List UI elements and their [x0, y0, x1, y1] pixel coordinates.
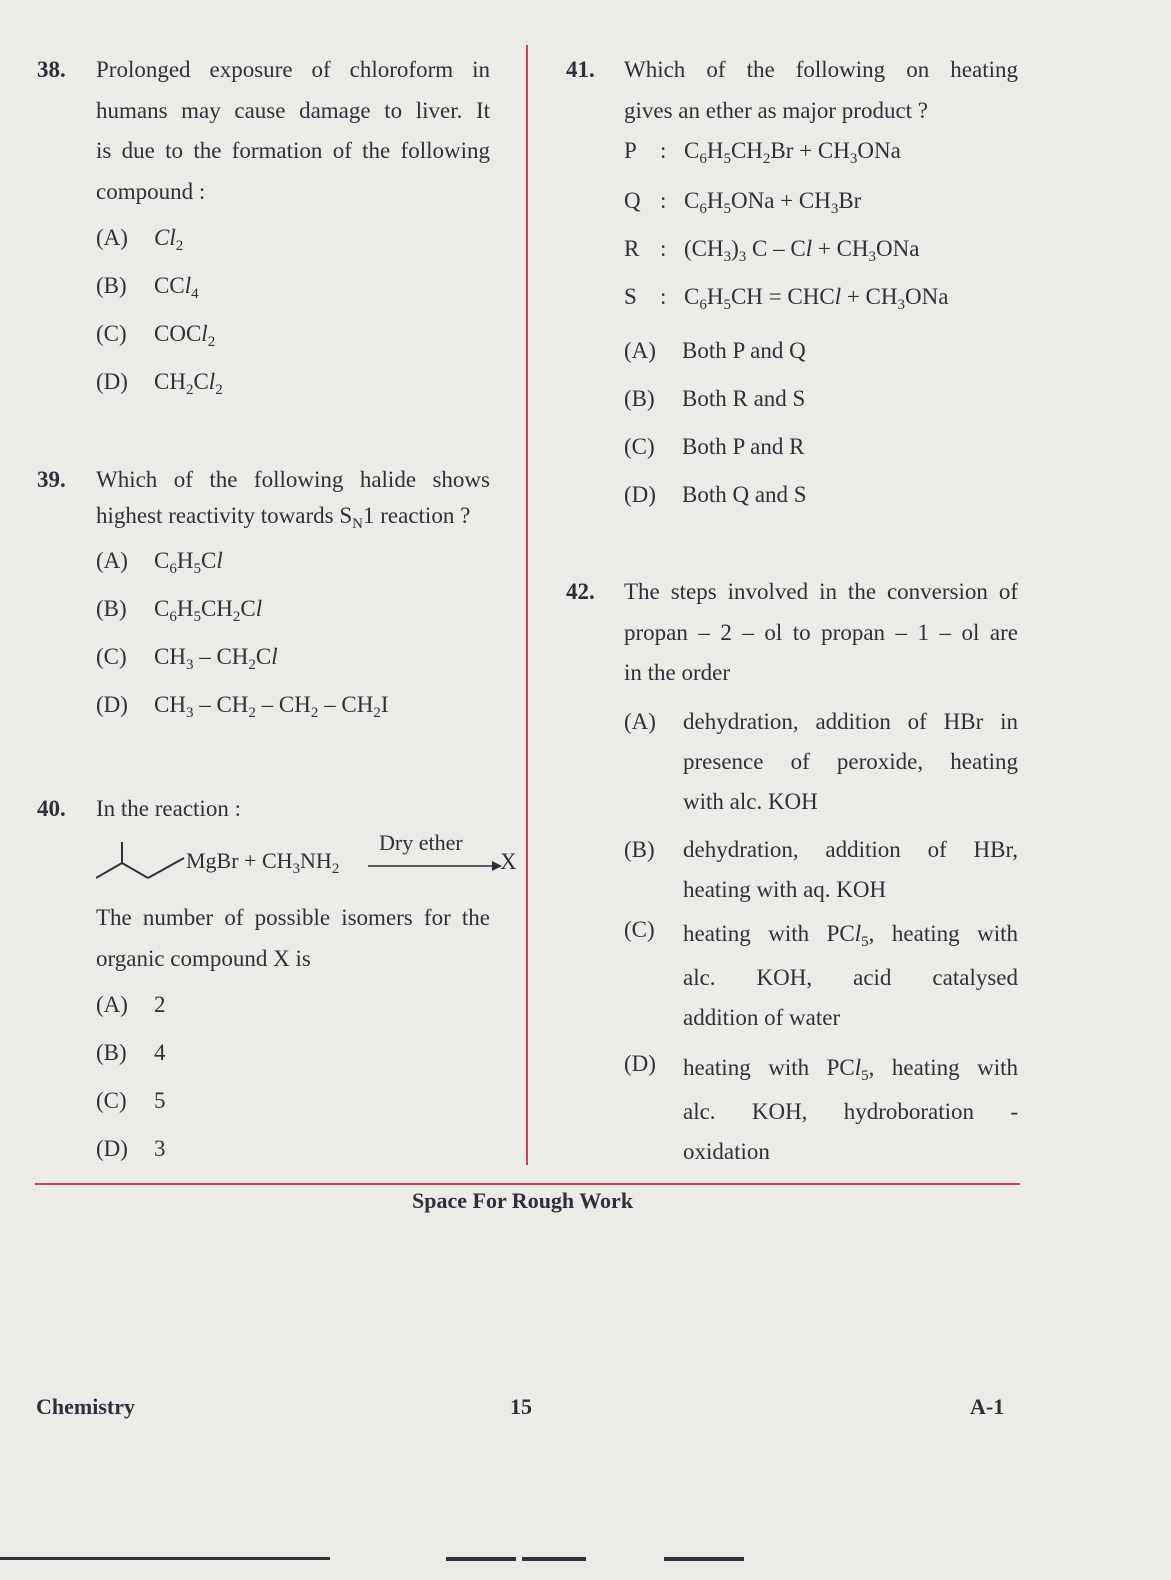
option-text: COCl$_2$ [154, 321, 216, 350]
option-d[interactable] [624, 1044, 1018, 1172]
option-label: (A) [624, 338, 656, 363]
option-text-line: dehydration, addition of HBr in [683, 708, 1018, 734]
option-label: (C) [96, 321, 127, 346]
statement-label: P [624, 138, 637, 163]
reaction-equation [96, 830, 526, 890]
option-text: Both P and Q [682, 338, 806, 363]
option-a[interactable] [96, 214, 490, 262]
option-text: 4 [154, 1040, 166, 1065]
option-a[interactable] [624, 702, 1018, 822]
option-text: Both Q and S [682, 482, 807, 507]
statement-label: Q [624, 188, 641, 213]
option-label: (D) [96, 1136, 128, 1161]
option-text: CCl$_4$ [154, 273, 199, 302]
option-c[interactable] [624, 910, 1018, 1038]
statement-text: $C_6H_5ONa + CH_3Br$ [684, 188, 862, 217]
rough-work-label: Space For Rough Work [412, 1188, 634, 1213]
reaction-condition: Dry ether [379, 830, 463, 855]
question-text-line: propan – 2 – ol to propan – 1 – ol are [624, 619, 1018, 645]
question-number: 41. [566, 57, 595, 82]
question-text-line: Which of the following on heating [624, 57, 1018, 82]
option-b[interactable] [624, 375, 1018, 423]
question-text-line: Prolonged exposure of chloroform in [96, 57, 490, 82]
option-label: (A) [96, 992, 128, 1017]
option-text: $Cl_2$ [154, 225, 184, 254]
option-text: $C_6H_5Cl$ [154, 547, 223, 577]
question-number: 39. [37, 467, 66, 492]
option-c[interactable] [96, 1077, 490, 1125]
option-text-line: presence of peroxide, heating [683, 748, 1018, 774]
statement-s: S : $C_6H_5CH$ = CHCl + $CH_3ONa$ [624, 273, 1018, 323]
question-text-line: The steps involved in the conversion of [624, 579, 1018, 604]
option-d[interactable] [96, 1125, 490, 1173]
option-label: (B) [96, 1040, 127, 1065]
statement-text: $(CH_3)_3$ $C - Cl + CH_3ONa$ [684, 236, 920, 265]
statement-p: P : $C_6H_5CH_2Br + CH_3ONa$ [624, 131, 1018, 177]
option-label: (C) [96, 1088, 127, 1113]
option-text: $C_6H_5CH_2Cl$ [154, 595, 263, 625]
statement-label: S [624, 284, 637, 309]
option-text-line: dehydration, addition of HBr, [683, 836, 1018, 862]
option-label: (D) [624, 482, 656, 507]
option-a[interactable] [96, 981, 490, 1029]
question-text-line: gives an ether as major product ? [624, 97, 928, 123]
option-text: Both R and S [682, 386, 806, 411]
option-b[interactable] [624, 830, 1018, 910]
option-label: (A) [96, 225, 128, 250]
option-label: (C) [624, 434, 655, 459]
question-number: 42. [566, 579, 595, 604]
question-text-line: in the order [624, 660, 731, 685]
option-label: (B) [96, 273, 127, 298]
statement-text: $C_6H_5CH$ = CHCl + $CH_3ONa$ [684, 284, 949, 313]
column-divider [526, 45, 528, 1165]
option-text-line: heating with PCl$_5$, heating with [683, 1054, 1018, 1084]
question-40-body [96, 898, 490, 1173]
option-c[interactable] [624, 423, 1018, 471]
option-c[interactable] [96, 310, 490, 358]
question-text-line: organic compound X is [96, 945, 311, 971]
option-text: 5 [154, 1088, 166, 1113]
question-text-line: Which of the following halide shows [96, 467, 490, 492]
question-text-line: The number of possible isomers for the [96, 905, 490, 930]
reaction-reagent: MgBr + $CH_3NH_2$ [186, 848, 340, 877]
question-text-line: highest reactivity towards $S_N1$ reaction ? [96, 502, 471, 532]
option-text: $CH_2Cl_2$ [154, 369, 223, 398]
option-label: (A) [624, 708, 656, 734]
option-text: $CH_3 - CH_2 - CH_2 - CH_2I$ [154, 691, 389, 721]
question-number: 40. [37, 796, 66, 821]
option-label: (C) [96, 643, 127, 669]
statement-text: $C_6H_5CH_2Br + CH_3ONa$ [684, 138, 901, 167]
option-a[interactable] [624, 327, 1018, 375]
option-b[interactable] [96, 1029, 490, 1077]
statement-q: Q : $C_6H_5ONa + CH_3Br$ [624, 177, 1018, 225]
footer-subject: Chemistry [36, 1394, 135, 1419]
option-text-line: addition of water [683, 1004, 841, 1030]
option-label: (B) [624, 836, 655, 862]
option-text: $CH_3 - CH_2Cl$ [154, 643, 278, 673]
option-text: Both P and R [682, 434, 805, 459]
option-text-line: alc. KOH, hydroboration - [683, 1098, 1018, 1124]
statement-r: R : $(CH_3)_3$ $C - Cl + CH_3ONa$ [624, 225, 1018, 273]
option-label: (A) [96, 547, 128, 573]
option-text-line: heating with PCl$_5$, heating with [683, 920, 1018, 950]
bottom-rule [35, 1183, 1020, 1185]
option-text-line: heating with aq. KOH [683, 876, 887, 902]
option-d[interactable] [96, 358, 490, 406]
option-b[interactable] [96, 262, 490, 310]
option-text-line: alc. KOH, acid catalysed [683, 964, 1018, 990]
question-number: 38. [37, 57, 66, 82]
option-label: (D) [96, 369, 128, 394]
option-label: (B) [96, 595, 127, 621]
option-text-line: with alc. KOH [683, 788, 818, 814]
statement-label: R [624, 236, 640, 261]
option-c[interactable] [96, 633, 490, 681]
option-b[interactable] [96, 585, 490, 633]
option-label: (B) [624, 386, 655, 411]
scan-edge-marks [0, 1555, 1171, 1565]
option-text-line: oxidation [683, 1138, 770, 1164]
reaction-product: X [500, 849, 517, 874]
option-d[interactable] [96, 681, 490, 729]
option-text: 3 [154, 1136, 166, 1161]
option-label: (D) [624, 1050, 656, 1076]
option-d[interactable] [624, 471, 1018, 519]
question-text-line: is due to the formation of the following [96, 138, 490, 163]
option-text: 2 [154, 992, 166, 1017]
option-label: (C) [624, 916, 655, 942]
question-intro: In the reaction : [96, 796, 241, 821]
question-text-line: humans may cause damage to liver. It [96, 97, 490, 123]
option-a[interactable] [96, 537, 490, 585]
footer-paper-code: A-1 [970, 1394, 1005, 1419]
option-label: (D) [96, 691, 128, 717]
question-text-line: compound : [96, 178, 206, 204]
footer-page-number: 15 [510, 1394, 532, 1419]
